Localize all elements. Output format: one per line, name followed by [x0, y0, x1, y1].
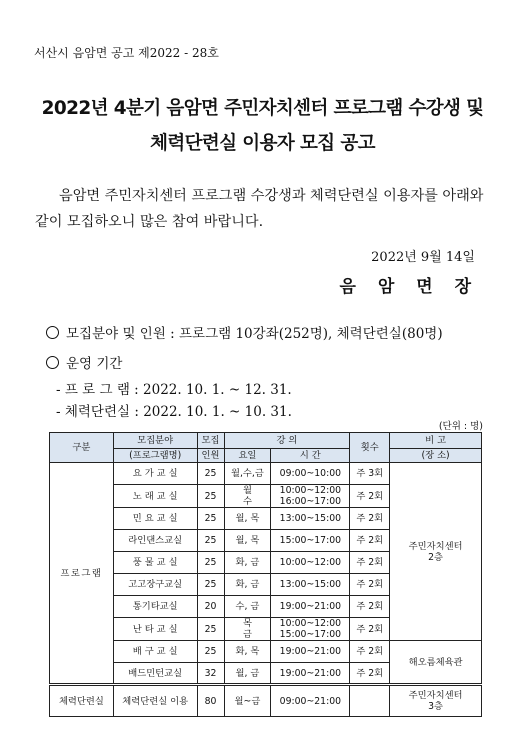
program-time: 19:00~21:00 [271, 596, 350, 618]
header-lecture: 강 의 [224, 433, 350, 449]
program-freq: 주 3회 [350, 463, 390, 485]
program-freq: 주 2회 [350, 641, 390, 663]
header-category: 구분 [50, 433, 114, 463]
program-day: 월~금 [224, 685, 271, 717]
program-count: 25 [197, 618, 224, 641]
program-day: 월,수,금 [224, 463, 271, 485]
day-line: 월 [242, 485, 252, 496]
section-period [46, 352, 122, 372]
time-line: 15:00~17:00 [279, 629, 342, 640]
program-freq: 주 2회 [350, 596, 390, 618]
circle-bullet-icon [46, 326, 59, 339]
header-note-sub: (장 소) [390, 449, 482, 463]
section-period-text: 운영 기간 [66, 356, 123, 372]
program-day: 화, 목 [224, 641, 271, 663]
table-header-row [50, 449, 482, 463]
program-name: 난 타 교 실 [113, 618, 197, 641]
announcement-date: 2022년 9월 14일 [371, 250, 475, 265]
day-line: 수 [242, 496, 252, 507]
header-field: 모집분야 [113, 433, 197, 449]
program-time: 13:00~15:00 [271, 574, 350, 596]
title-line-1: 2022년 4분기 음암면 주민자치센터 프로그램 수강생 및 [41, 98, 484, 119]
circle-bullet-icon [46, 356, 59, 369]
group-program: 프로그램 [50, 463, 114, 685]
program-freq: 주 2회 [350, 508, 390, 530]
program-count: 25 [197, 463, 224, 485]
program-time: 09:00~10:00 [271, 463, 350, 485]
notice-number: 서산시 음암면 공고 제2022 - 28호 [34, 46, 219, 60]
program-time: 13:00~15:00 [271, 508, 350, 530]
program-name: 노 래 교 실 [113, 485, 197, 508]
program-time: 15:00~17:00 [271, 530, 350, 552]
program-name: 풍 물 교 실 [113, 552, 197, 574]
table-row-gym [50, 685, 482, 717]
program-freq: 주 2회 [350, 574, 390, 596]
program-time: 10:00~12:00 [271, 552, 350, 574]
time-line: 10:00~12:00 [279, 618, 342, 629]
program-time: 19:00~21:00 [271, 641, 350, 663]
table-row [50, 641, 482, 663]
header-time: 시 간 [271, 449, 350, 463]
period-gym: - 체력단련실 : 2022. 10. 1. ~ 10. 31. [56, 404, 292, 420]
location-line: 주민자치센터 [408, 690, 463, 701]
issuer-name: 음 암 면 장 [339, 277, 479, 297]
group-gym: 체력단련실 [50, 685, 114, 717]
program-day: 월, 목 [224, 530, 271, 552]
header-recruit: 모집 [197, 433, 224, 449]
program-time: 09:00~21:00 [271, 685, 350, 717]
day-line: 금 [242, 629, 252, 640]
program-day: 월, 금 [224, 663, 271, 685]
location-line: 2층 [428, 551, 444, 563]
day-line: 목 [242, 618, 252, 629]
program-name: 통기타교실 [113, 596, 197, 618]
unit-label: (단위 : 명) [438, 421, 483, 432]
header-field-sub: (프로그램명) [113, 449, 197, 463]
location-center-3f [390, 685, 482, 717]
program-count: 32 [197, 663, 224, 685]
program-count: 25 [197, 508, 224, 530]
header-note: 비 고 [390, 433, 482, 449]
location-gymnasium: 해오름체육관 [390, 641, 482, 685]
program-day [224, 618, 271, 641]
program-count: 25 [197, 530, 224, 552]
location-line: 3층 [428, 701, 444, 712]
program-count: 25 [197, 641, 224, 663]
intro-paragraph: 음암면 주민자치센터 프로그램 수강생과 체력단련실 이용자를 아래와 같이 모집하오니 많은 참여 바랍니다. [35, 188, 484, 230]
program-day [224, 485, 271, 508]
program-name: 배 구 교 실 [113, 641, 197, 663]
period-program: - 프 로 그 램 : 2022. 10. 1. ~ 12. 31. [56, 382, 292, 398]
program-count: 25 [197, 552, 224, 574]
time-line: 16:00~17:00 [279, 496, 342, 507]
section-recruitment-text: 모집분야 및 인원 : 프로그램 10강좌(252명), 체력단련실(80명) [66, 326, 443, 342]
program-count: 25 [197, 574, 224, 596]
location-center-2f [390, 463, 482, 641]
program-freq [350, 685, 390, 717]
program-freq: 주 2회 [350, 618, 390, 641]
program-name: 배드민턴교실 [113, 663, 197, 685]
location-line: 주민자치센터 [408, 540, 463, 552]
section-recruitment [46, 322, 443, 342]
program-time: 19:00~21:00 [271, 663, 350, 685]
program-name: 요 가 교 실 [113, 463, 197, 485]
program-count: 20 [197, 596, 224, 618]
program-freq: 주 2회 [350, 485, 390, 508]
program-count: 25 [197, 485, 224, 508]
program-table [49, 432, 482, 717]
program-day: 화, 금 [224, 574, 271, 596]
title-line-2: 체력단련실 이용자 모집 공고 [150, 133, 375, 154]
program-time [271, 618, 350, 641]
program-freq: 주 2회 [350, 663, 390, 685]
program-name: 체력단련실 이용 [113, 685, 197, 717]
program-name: 민 요 교 실 [113, 508, 197, 530]
program-count: 80 [197, 685, 224, 717]
program-freq: 주 2회 [350, 552, 390, 574]
program-name: 고고장구교실 [113, 574, 197, 596]
header-recruit-sub: 인원 [197, 449, 224, 463]
program-day: 월, 목 [224, 508, 271, 530]
time-line: 10:00~12:00 [279, 485, 342, 496]
program-time [271, 485, 350, 508]
program-day: 수, 금 [224, 596, 271, 618]
header-day: 요일 [224, 449, 271, 463]
table-header-row [50, 433, 482, 449]
program-freq: 주 2회 [350, 530, 390, 552]
program-day: 화, 금 [224, 552, 271, 574]
program-name: 라인댄스교실 [113, 530, 197, 552]
table-row [50, 463, 482, 485]
header-times: 횟수 [350, 433, 390, 463]
